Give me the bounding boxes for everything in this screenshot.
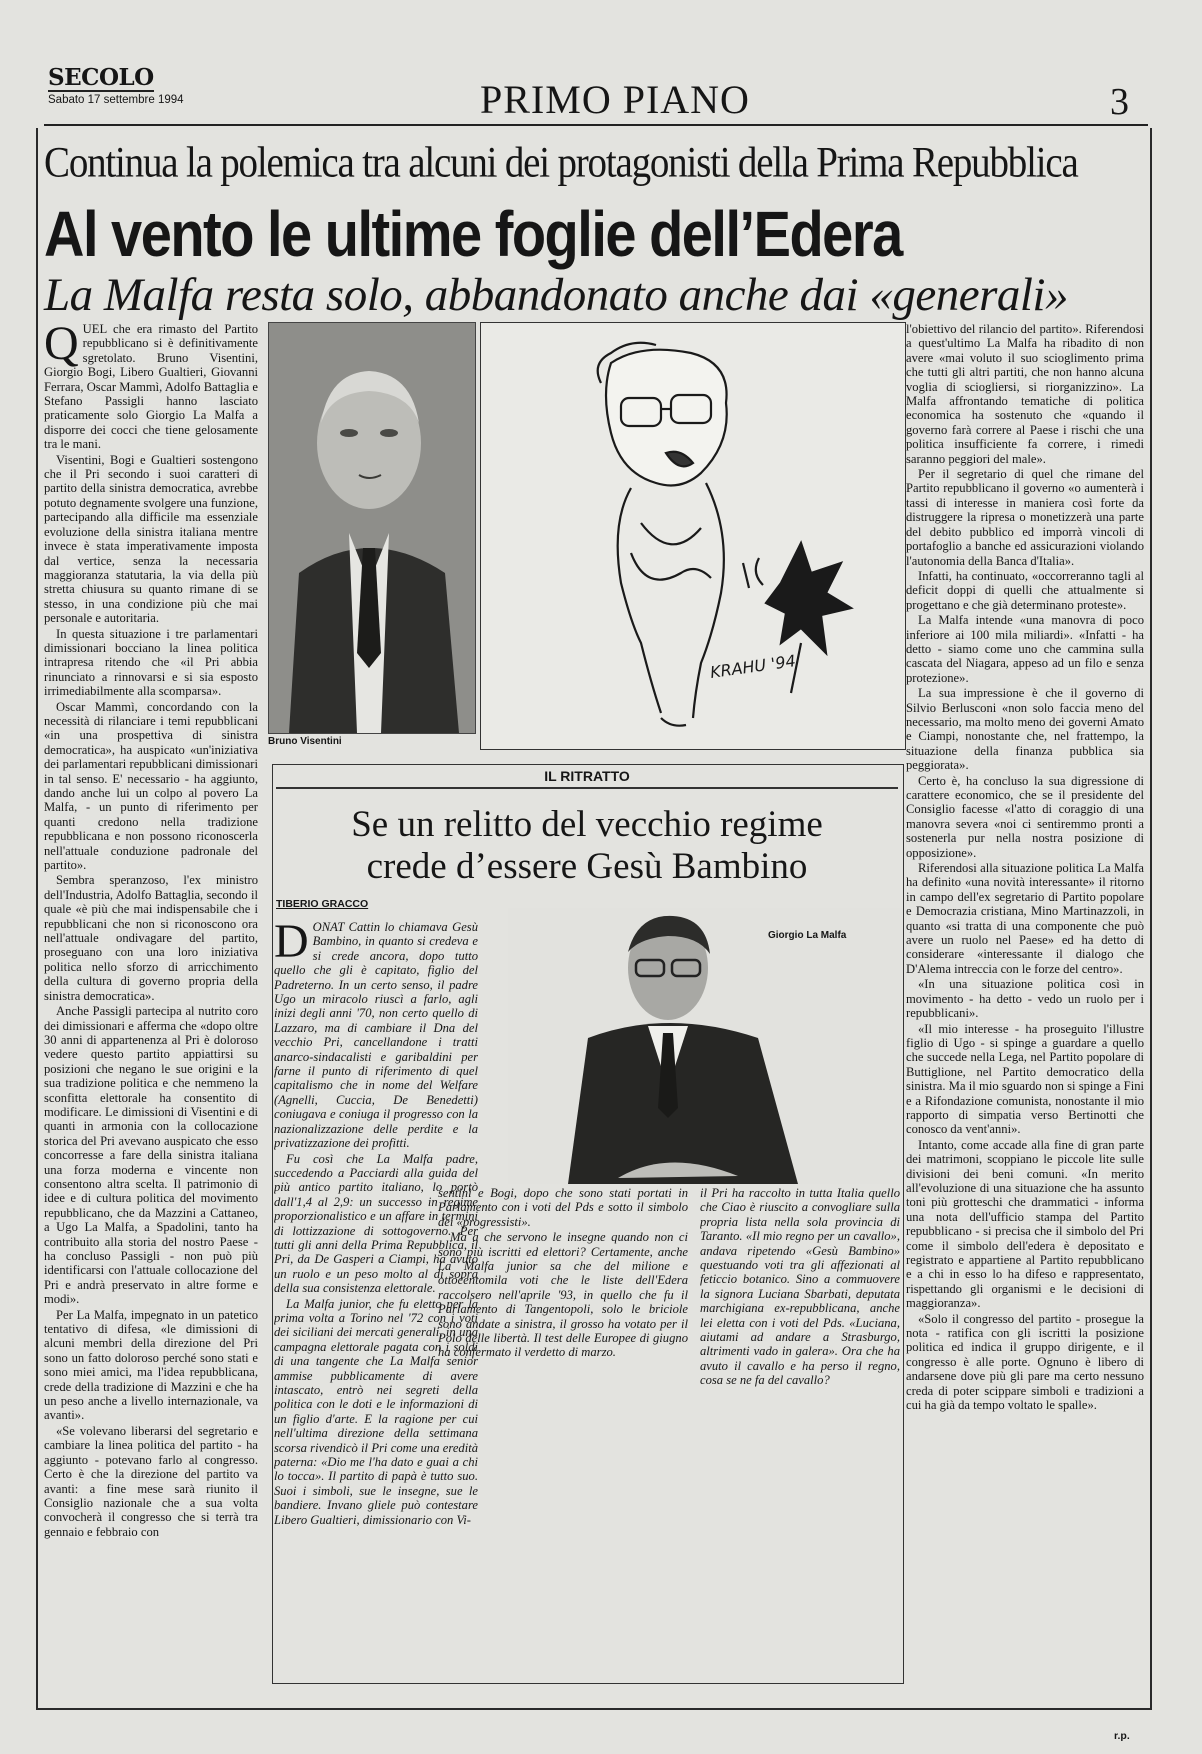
article-paragraph: La Malfa intende «una manovra di poco inferiore ai 100 mila miliardi». «Infatti - ha detto - siamo come uno che cammina sulla cascata del Niagara, appeso ad un filo e senza protezione». — [906, 613, 1144, 685]
article-paragraph: «Il mio interesse - ha proseguito l'illustre figlio di Ugo - si spinge a guardare a quello che succede nella Lega, nel Partito popolare di Buttiglione, nel Partito democratico della sinistra. Ma il mio sguardo non si spinge a Fini e a Rifondazione comunista, nonostante il mio rapporto di simpatia verso Bertinotti che conosco da vent'anni». — [906, 1021, 1144, 1137]
dropcap-q: Q — [44, 322, 79, 370]
article-paragraph: Per La Malfa, impegnato in un patetico tentativo di difesa, «le dimissioni di alcuni membri della direzione del Pri sono un fatto doloroso perché sono stati e sono miei amici, ma l'idea repubblicana, crede della tradizione di Mazzini e che ha un peso anche a livello internazionale, va avanti». — [44, 1307, 258, 1423]
article-paragraph: Oscar Mammì, concordando con la necessità di rilanciare i temi repubblicani «in una prospettiva di sinistra democratica», ha auspicato «un'iniziativa dei parlamentari repubblicani dimissionari in tal senso. E' necessario - ha aggiunto, dando anche lui un colpo al povero La Malfa, - un punto di riferimento per quanti credono nella tradizione repubblicana e non possono riconoscerla nell'attuale conduzione padronale del partito». — [44, 699, 258, 873]
political-cartoon — [480, 322, 906, 750]
ritratto-paragraph: Fu così che La Malfa padre, succedendo a Pacciardi alla guida del più antico partito italiano, lo portò dall'1,4 al 2,9: un successo in regime proporzionalistico e un affare in termini di lottizzazione di sottogoverno. Per tutti gli anni della Prima Repubblica, il Pri, da De Gasperi a Ciampi, ha avuto un ruolo e un peso molto al di sopra della sua consistenza elettorale. — [274, 1151, 478, 1296]
portrait-illustration — [269, 323, 475, 733]
ritratto-paragraph: ONAT Cattin lo chiamava Gesù Bambino, in quanto si credeva e si crede ancora, dopo tutto quello che gli è capitato, figlio del Padreterno. In un certo senso, il padre Ugo un miracolo riuscì a farlo, agli inizi degli anni '70, non certo quello di Lazzaro, ma di cambiare il Dna del vecchio Pri, cancellandone i tratti anarco-sindacalisti e garibaldini per farne il punto di riferimento di quel capitalismo che in nome del Welfare (Agnelli, Cuccia, De Benedetti) coniugava e coniuga il progresso con la nazionalizzazione delle perdite e la privatizzazione dei profitti. — [274, 920, 478, 1151]
ritratto-column-2 — [438, 1186, 688, 1674]
photo-caption-visentini: Bruno Visentini — [268, 736, 342, 747]
article-paragraph: Per il segretario di quel che rimane del Partito repubblicano il governo «o aumenterà i tassi di interesse in maniera così forte da distruggere la ripresa o monetizzerà una parte del debito pubblico ed imporrà vincoli di portafoglio a banche ed assicurazioni violando l'autonomia della Banca d'Italia». — [906, 467, 1144, 568]
main-article-column-1 — [44, 322, 258, 1700]
headline-title: Al vento le ultime foglie dell’Edera — [44, 197, 902, 270]
ritratto-title — [276, 804, 898, 888]
main-article-column-4 — [906, 322, 1144, 1686]
issue-date: Sabato 17 settembre 1994 — [48, 94, 184, 106]
photo-caption-la-malfa: Giorgio La Malfa — [768, 930, 847, 941]
article-paragraph: In questa situazione i tre parlamentari dimissionari bocciano la linea politica intrapresa ritendo che «il Pri abbia rinunciato a rinnovarsi e si sia esposto irrimediabilmente alla scomparsa». — [44, 626, 258, 699]
article-paragraph: Visentini, Bogi e Gualtieri sostengono che il Pri secondo i suoi caratteri di partito della sinistra democratica, avrebbe potuto degnamente svolgere una funzione, partecipando alla difficile ma essenziale evoluzione della sinistra italiana mentre invece è stata imperativamente imposta dal vertice, senza la necessaria maggioranza statutaria, la via della più stretta chiusura su quanto rimane di se stesso, in una condizione più che mai personale e autoritaria. — [44, 452, 258, 626]
ritratto-paragraph: Ma a che servono le insegne quando non ci sono più iscritti ed elettori? Certamente, anche La Malfa junior sa che del milione e ottocentomila voti che le liste dell'Edera raccolsero nell'aprile '93, in quello che fu il Parlamento di Tangentopoli, solo le briciole sono andate a sinistra, il grosso ha votato per il Polo delle libertà. Il test delle Europee di giugno ha confermato il verdetto di marzo. — [438, 1230, 688, 1360]
photo-giorgio-la-malfa — [508, 908, 902, 1184]
cartoon-signature: KRAHU '94 — [708, 651, 797, 682]
ritratto-paragraph: La Malfa junior, che fu eletto per la prima volta a Torino nel '72 con i voti dei siciliani dei mercati generali, in una campagna elettorale pagata con i soldi di una tangente che La Malfa senior ammise pubblicamente di avere intascato, entrò nei segreti della politica con le doti e le informazioni di un figlio d'arte. E la ragione per cui nell'ultima direzione della settimana scorsa rivendicò il Pri come una eredità paterna: «Dio me l'ha dato e guai a chi lo tocca». Il partito di papà è tutto suo. Suoi i simboli, sue le insegne, sue le bandiere. Invano gliele può contestare Libero Gualtieri, dimissionario con Vi- — [274, 1296, 478, 1527]
article-paragraph: «Se volevano liberarsi del segretario e cambiare la linea politica del partito - ha aggiunto - potevano farlo al congresso. Certo è che la direzione del partito va avanti: a fine mese sarà riunito il Consiglio nazionale che a sua volta convocherà il congresso che si terrà tra gennaio e febbraio con — [44, 1423, 258, 1539]
dropcap-d: D — [274, 920, 309, 968]
masthead — [48, 64, 1148, 130]
article-paragraph: Sembra speranzoso, l'ex ministro dell'Industria, Adolfo Battaglia, secondo il quale «è più che mai indispensabile che i repubblicani che non si riconoscono ora nell'attuale ondivagare del partito, proseguano con una loro iniziativa politica nello sforzo di arricchimento della cultura di governo propria della sinistra democratica». — [44, 873, 258, 1003]
article-paragraph: La sua impressione è che il governo di Silvio Berlusconi «non solo faccia meno del necessario, ma molto meno dei governi Amato e Ciampi, nonostante che, nel frattempo, la situazione della finanza pubblica sia peggiorata». — [906, 686, 1144, 773]
byline: TIBERIO GRACCO — [276, 898, 369, 910]
author-initials: r.p. — [1114, 1730, 1130, 1742]
newspaper-logo: SECOLO — [48, 64, 154, 91]
article-paragraph: Anche Passigli partecipa al nutrito coro dei dimissionari e afferma che «dopo oltre 30 anni di appartenenza al Pri è doloroso vedere questo partito appiattirsi su posizioni che negano le sue origini e la sua tradizione politica e che nemmeno la sconfitta elettorale ha consentito di modificare. Le dimissioni di Visentini e di quanti in armonia con la collocazione storica del Pri avevano auspicato che esso concorresse a fare della sinistra italiana una forza moderna e vincente non consentono altra scelta. Il patrimonio di idee e di cultura politica del movimento repubblicano, che da Mazzini a Cattaneo, a Ugo La Malfa, a Spadolini, tanto ha contribuito alla storia del nostro Paese - ha concluso Passigli - non può più identificarsi con l'attuale collocazione del Pri e andrà preservato in altre forme e modi». — [44, 1004, 258, 1307]
section-title: PRIMO PIANO — [480, 77, 750, 122]
headline-deck: La Malfa resta solo, abbandonato anche dai «generali» — [44, 269, 1068, 321]
headline-kicker: Continua la polemica tra alcuni dei protagonisti della Prima Repubblica — [44, 139, 1078, 187]
ritratto-column-3 — [700, 1186, 900, 1674]
ritratto-title-line-1: Se un relitto del vecchio regime — [351, 804, 823, 845]
masthead-rule — [44, 124, 1148, 126]
page-number: 3 — [1110, 81, 1129, 123]
article-paragraph: Intanto, come accade alla fine di gran parte dei matrimoni, scoppiano le piccole lite sulle divisioni dei beni comuni. «In merito all'evoluzione di una situazione che ha assunto toni più grotteschi che drammatici - informa una nota dell'ufficio stampa del Partito repubblicano - si precisa che il simbolo del Pri come il simbolo dell'edera è depositato e registrato e appartiene al Partito repubblicano e a chi in esso lo ha difeso e rappresentato, rispettando gli organismi e le decisioni di maggioranza». — [906, 1137, 1144, 1311]
ritratto-label: IL RITRATTO — [544, 768, 630, 784]
ritratto-rule — [276, 787, 898, 789]
portrait-illustration-2 — [508, 908, 902, 1184]
cartoon-drawing — [481, 323, 905, 749]
article-paragraph: Infatti, ha continuato, «occorreranno tagli al deficit doppi di quelli che attualmente si progettano e che già determinano proteste». — [906, 568, 1144, 612]
article-paragraph: l'obiettivo del rilancio del partito». Riferendosi a quest'ultimo La Malfa ha ribadito di non avere «mai voluto il suo scioglimento prima che tutti gli altri partiti, che non hanno alcuna voglia di sciogliersi, si riorganizzino». La Malfa affrontando tematiche di politica economica ha sostenuto che «quando il governo farà correre al Paese i rischi che una politica insufficiente fa correre, i rimedi saranno peggiori del male». — [906, 322, 1144, 466]
article-paragraph: «Solo il congresso del partito - prosegue la nota - ratifica con gli iscritti la posizione politica ed indica il gruppo dirigente, e il congresso è alle porte. Ognuno è libero di andarsene dove più gli pare ma certo nessuno creda di poter scippare simboli e tradizioni a cui ha già da tempo voltato le spalle». — [906, 1311, 1144, 1413]
ritratto-paragraph: il Pri ha raccolto in tutta Italia quello che Ciao è riuscito a convogliare sulla propria lista nella sola provincia di Taranto. «Il mio regno per un cavallo», andava ripetendo «Gesù Bambino» questuando voti tra gli affezionati al feticcio botanico. Sino a commuovere la signora Luciana Sbarbati, deputata marchigiana ex-repubblicana, anche lei eletta con i voti del Pds. «Luciana, aiutami ad andare a Strasburgo, altrimenti vado in galera». Ora che ha avuto il cavallo e ha perso il regno, cosa se ne fa del cavallo? — [700, 1186, 900, 1388]
article-paragraph: Riferendosi alla situazione politica La Malfa ha definito «una novità interessante» il ritorno in campo dell'ex segretario di Partito popolare e Democrazia cristiana, Mino Martinazzoli, in quanto «si tratta di una componente che può avere un ruolo nel Paese» ed ha detto di considerare «interessante il dialogo che D'Alema intreccia con le forze del centro». — [906, 861, 1144, 976]
article-paragraph: «In una situazione politica così in movimento - ha detto - vedo un ruolo per i repubblicani». — [906, 977, 1144, 1021]
article-paragraph: UEL che era rimasto del Partito repubblicano si è definitivamente sgretolato. Bruno Visentini, Giorgio Bogi, Libero Gualtieri, Giovanni Ferrara, Oscar Mammì, Adolfo Battaglia e Stefano Passigli hanno lasciato praticamente solo Giorgio La Malfa a disporre dei cocci che tiene gelosamente tra le mani. — [44, 322, 258, 452]
photo-bruno-visentini — [268, 322, 476, 734]
ritratto-paragraph: sentini e Bogi, dopo che sono stati portati in Parlamento con i voti del Pds e sotto il simbolo dei «progressisti». — [438, 1186, 688, 1229]
ritratto-title-line-2: crede d’essere Gesù Bambino — [366, 846, 808, 887]
article-paragraph: Certo è, ha concluso la sua digressione di carattere economico, che se il presidente del Consiglio facesse «l'atto di coraggio di una manovra severa «noi ci sentiremmo pronti a sostenerla pur nella nostra posizione di opposizione». — [906, 773, 1144, 860]
